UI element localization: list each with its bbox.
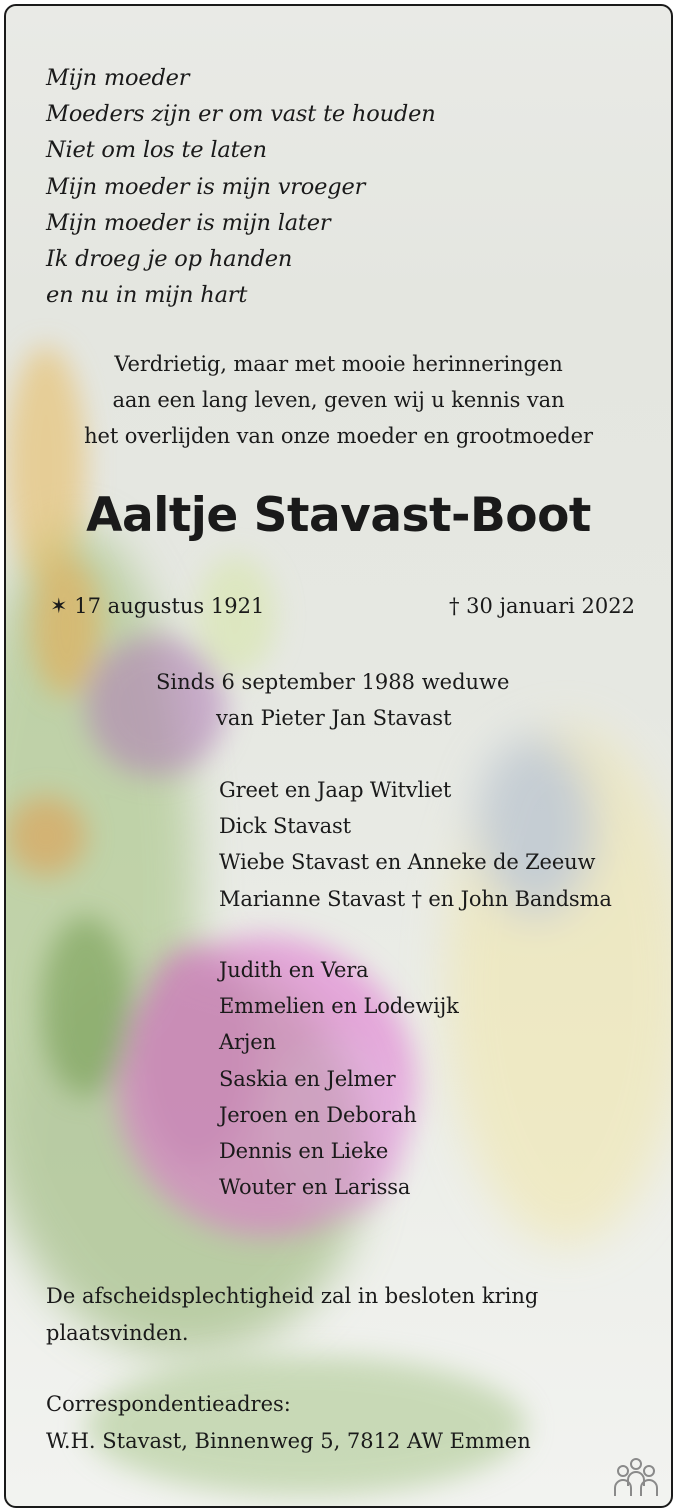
- list-item: Dick Stavast: [219, 814, 351, 839]
- deceased-name: Aaltje Stavast-Boot: [86, 488, 591, 543]
- grandchildren-list: [219, 952, 459, 1205]
- poem-line: Mijn moeder is mijn vroeger: [46, 173, 366, 200]
- list-item: Greet en Jaap Witvliet: [219, 778, 452, 802]
- children-list: [219, 772, 612, 917]
- death-date: † 30 januari 2022: [448, 594, 635, 618]
- list-item: Wouter en Larissa: [219, 1175, 411, 1200]
- poem-line: Mijn moeder: [46, 65, 190, 91]
- correspondence-address-line: W.H. Stavast, Binnenweg 5, 7812 AW Emmen: [46, 1429, 531, 1453]
- ceremony-line: De afscheidsplechtigheid zal in besloten kring: [46, 1284, 539, 1308]
- poem-line: en nu in mijn hart: [46, 282, 248, 309]
- poem-line: Ik droeg je op handen: [46, 246, 293, 273]
- intro-line: Verdrietig, maar met mooie herinneringen: [114, 352, 563, 376]
- poem-line: Mijn moeder is mijn later: [46, 209, 331, 236]
- list-item: Saskia en Jelmer: [219, 1066, 396, 1091]
- birth-date: ✶ 17 augustus 1921: [50, 594, 265, 618]
- obituary-card: [4, 4, 673, 1508]
- poem: [46, 60, 436, 313]
- list-item: Wiebe Stavast en Anneke de Zeeuw: [219, 850, 596, 875]
- correspondence-address: [46, 1386, 531, 1460]
- list-item: Judith en Vera: [219, 958, 369, 982]
- widow-statement: [156, 664, 509, 736]
- list-item: Marianne Stavast † en John Bandsma: [219, 886, 612, 911]
- poem-line: Niet om los te laten: [46, 137, 267, 164]
- list-item: Jeroen en Deborah: [219, 1102, 417, 1127]
- correspondence-label: Correspondentieadres:: [46, 1392, 291, 1416]
- people-group-icon: [611, 1456, 661, 1498]
- poem-line: Moeders zijn er om vast te houden: [46, 101, 436, 128]
- widow-line: van Pieter Jan Stavast: [216, 706, 452, 731]
- list-item: Dennis en Lieke: [219, 1139, 389, 1164]
- announcement-intro: [6, 346, 671, 455]
- list-item: Emmelien en Lodewijk: [219, 994, 459, 1019]
- ceremony-notice: [46, 1278, 538, 1352]
- intro-line: aan een lang leven, geven wij u kennis van: [112, 388, 565, 413]
- intro-line: het overlijden van onze moeder en grootmoeder: [84, 424, 593, 449]
- ceremony-line: plaatsvinden.: [46, 1321, 189, 1345]
- widow-line: Sinds 6 september 1988 weduwe: [156, 670, 510, 694]
- list-item: Arjen: [219, 1030, 276, 1055]
